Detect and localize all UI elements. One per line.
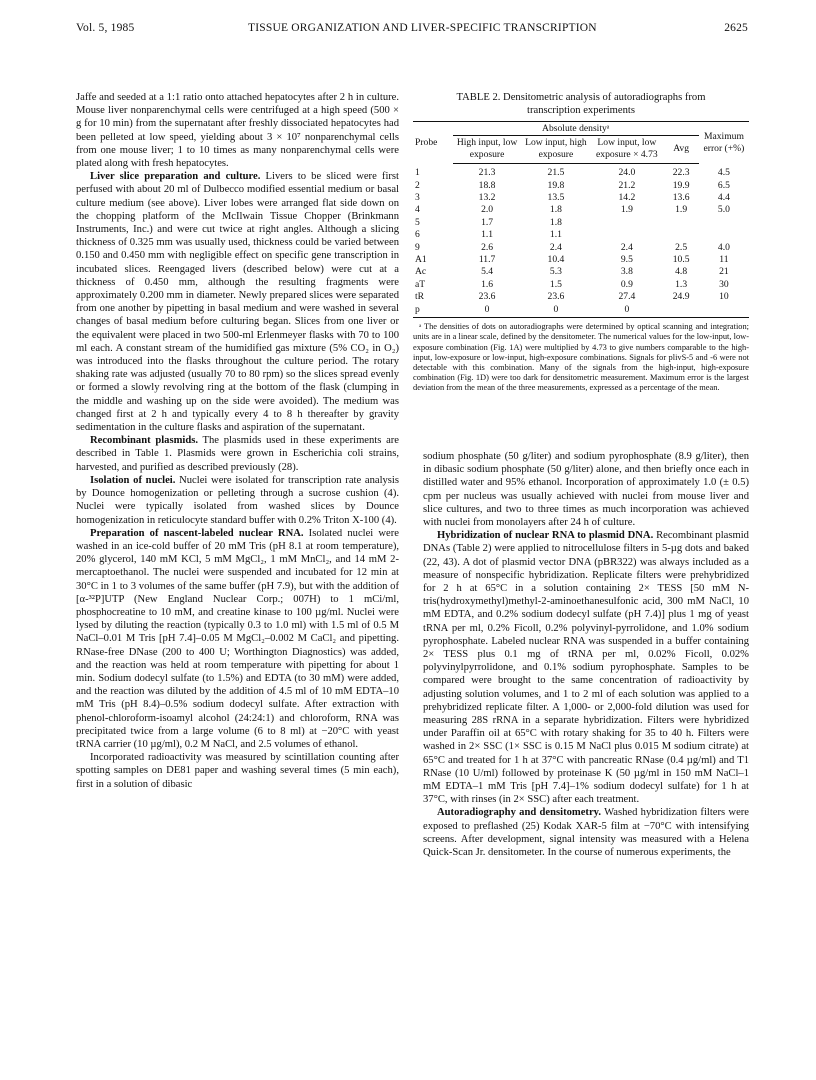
paragraph-radioactivity: Incorporated radioactivity was measured by scintillation counting after spotting samples on DE81 paper and washing several times (5 min each), first in a solution of dibasic [76, 752, 399, 790]
cell-max-error [699, 229, 749, 241]
cell-avg: 10.5 [672, 254, 690, 266]
cell-avg [663, 216, 698, 228]
cell-high-low: 1.7 [481, 216, 494, 228]
table-row [413, 164, 749, 179]
page-number: 2625 [724, 22, 748, 34]
cell-probe: A1 [415, 254, 427, 266]
cell-low-low: 27.4 [618, 291, 636, 303]
cell-high-low: 1.6 [481, 278, 494, 290]
cell-low-high: 1.5 [549, 278, 562, 290]
table-title-line: transcription experiments [527, 105, 635, 116]
cell-probe: 2 [415, 179, 420, 191]
column-header-probe: Probe [413, 122, 453, 164]
cell-probe: 5 [415, 216, 420, 228]
right-column [423, 450, 749, 859]
table-row [413, 254, 749, 266]
table-row [413, 241, 749, 253]
left-column [76, 91, 399, 791]
cell-low-low: 2.4 [620, 241, 633, 253]
cell-probe: p [413, 303, 453, 317]
paragraph-plasmids [76, 434, 399, 474]
section-heading: Liver slice preparation and culture. [90, 171, 261, 183]
cell-probe: 6 [415, 229, 420, 241]
densitometry-table [413, 121, 749, 318]
section-heading: Autoradiography and densitometry. [437, 807, 602, 819]
cell-low-high: 0 [522, 303, 591, 317]
paragraph-hybridization [423, 529, 749, 806]
table-row [413, 291, 749, 303]
paragraph-text: Recombinant plasmid DNAs (Table 2) were applied to nitrocellulose filters in 5-µg dots and baked (22, 43). A dot of plasmid vector DNA (pBR322) was always included as a measure of nonspecific hybridization. Replicate filters were prehybridized for 2 h at 65°C in a solution containing 2× TESS [50 mM N-tris(hydroxymethyl)methyl-2-aminoethanesulfonic acid, 300 mM NaCl, 10 mM EDTA, and 0.2% sodium dodecyl sulfate (pH 7.4)] plus 1 mg of yeast tRNA per ml, 0.2% Ficoll, 0.2% polyvinyl-pyrrolidone, and 1.0% sodium pyrophosphate. Labeled nuclear RNA was suspended in a buffer containing 2× TESS plus 0.1 mg of tRNA per ml, 0.02% Ficoll, 0.02% polyvinylpyrrolidone, and 0.1% sodium pyrophosphate. Samples to be compared were brought to the same concentration of radioactivity by adjusting solution volumes, and 1 to 2 ml of each solution was applied to a prehybridized replicate filter. A 1,000- or 2,000-fold dilution was used for measuring 28S rRNA in a separate hybridization. Filters were hybridized under Paraffin oil at 65°C with rotary shaking for 35 to 40 h. Filters were washed in 2× SSC (1× SSC is 0.15 M NaCl plus 0.015 M sodium citrate) at 65°C and treated for 1 h at 37°C with pancreatic RNase (0.4 µg/ml) and T1 RNase (10 U/ml) followed by proteinase K (50 µg/ml in 150 mM NaCl–1 mM EDTA–1 mM Tris [pH 7.4]–1% sodium dodecyl sulfate) for 1 h at 37°C, with rinses (in 2× SSC) after each treatment. [423, 530, 749, 806]
cell-max-error: 4.0 [717, 241, 730, 253]
cell-low-high: 1.8 [549, 204, 562, 216]
column-header-avg: Avg [663, 136, 698, 164]
table-2 [413, 91, 749, 394]
running-header [76, 22, 748, 40]
cell-low-low: 3.8 [620, 266, 633, 278]
cell-avg: 1.9 [675, 204, 688, 216]
table-row [413, 303, 749, 317]
cell-low-low: 0 [590, 303, 663, 317]
cell-low-high: 10.4 [547, 254, 565, 266]
cell-high-low: 0 [453, 303, 522, 317]
table-row [413, 204, 749, 216]
cell-max-error: 21 [719, 266, 729, 278]
cell-low-low: 9.5 [620, 254, 633, 266]
cell-low-high: 2.4 [549, 241, 562, 253]
cell-max-error: 11 [719, 254, 729, 266]
table-title-line: TABLE 2. Densitometric analysis of autoradiographs from [456, 92, 706, 103]
cell-low-low: 0.9 [620, 278, 633, 290]
paragraph-autoradiography [423, 806, 749, 859]
column-header-low-low: Low input, low exposure × 4.73 [590, 136, 663, 164]
paragraph-nascent-rna [76, 527, 399, 751]
cell-low-high: 19.8 [547, 179, 565, 191]
column-header-high-low: High input, low exposure [453, 136, 522, 164]
cell-probe: 4 [415, 204, 420, 216]
cell-high-low: 2.0 [481, 204, 494, 216]
cell-low-low: 1.9 [620, 204, 633, 216]
cell-avg: 24.9 [672, 291, 690, 303]
column-group-absolute-density: Absolute densityᵃ [453, 122, 699, 136]
cell-low-low: 14.2 [618, 192, 636, 204]
cell-low-high: 23.6 [547, 291, 565, 303]
cell-high-low: 1.1 [481, 229, 494, 241]
section-heading: Recombinant plasmids. [90, 435, 199, 447]
cell-avg: 22.3 [672, 167, 690, 179]
volume-label: Vol. 5, 1985 [76, 22, 135, 34]
paragraph-text: Isolated nuclei were washed in an ice-cold buffer of 20 mM Tris (pH 8.1 at room temperature), 20% glycerol, 140 mM KCl, 5 mM MgCl₂, 1 mM MnCl₂, and 14 mM 2-mercaptoethanol. The nuclei were suspended and incubated for 12 min at 30°C in 1 to 3 volumes of the same buffer (pH 7.9), but with the addition of [α-³²P]UTP (New England Nuclear Corp.; 007H) to 1 mCi/ml, phosphocreatine to 10 mM, and creatine kinase to 100 µg/ml. Nuclei were lysed by diluting the reaction (typically 0.3 to 1.0 ml) with 1.5 ml of 0.5 M NaCl–0.01 M Tris [pH 7.4]–0.05 M MgCl₂–0.002 M CaCl₂ and pipetting. RNase-free DNase (200 to 400 U; Worthington Diagnostics) was added, and the reaction was held at room temperature with pipetting for about 1 min. Sodium dodecyl sulfate (to 1.5%) and EDTA (to 30 mM) were added, and the reaction was diluted by the addition of 4.5 ml of 10 mM EDTA–10 mM Tris (pH 8.4)–0.5% sodium dodecyl sulfate. After extraction with phenol-chloroform-isoamyl alcohol (24:24:1) and chloroform, RNA was precipitated twice from a large volume (6 to 8 ml) at −20°C with yeast tRNA carrier (10 µg/ml), 0.2 M NaCl, and 2.5 volumes of ethanol. [76, 527, 399, 750]
column-header-max-error: Maximum error (+%) [699, 122, 749, 164]
table-row [413, 229, 749, 241]
cell-avg: 4.8 [675, 266, 688, 278]
cell-low-low: 21.2 [618, 179, 636, 191]
table-title [413, 91, 749, 117]
column-header-low-high: Low input, high exposure [522, 136, 591, 164]
paragraph-text: Washed hybridization filters were exposed to preflashed (25) Kodak XAR-5 film at −70°C with intensifying screens. After development, signal intensity was measured with a Helena Quick-Scan Jr. densitometer. In the course of numerous experiments, the [423, 807, 749, 859]
cell-avg [663, 303, 698, 317]
cell-high-low: 5.4 [481, 266, 494, 278]
section-heading: Isolation of nuclei. [90, 474, 176, 486]
cell-avg: 13.6 [672, 192, 690, 204]
table-row [413, 278, 749, 290]
paragraph-text: Nuclei were isolated for transcription rate analysis by Dounce homogenization or pelleting through a sucrose cushion (4). Nuclei were typically isolated from washed slices by Dounce homogenization in reticulocyte standard buffer with 0.2% Triton X-100 (4). [76, 474, 399, 526]
cell-max-error: 6.5 [717, 179, 730, 191]
cell-max-error [699, 303, 749, 317]
cell-low-high: 13.5 [547, 192, 565, 204]
cell-avg: 1.3 [675, 278, 688, 290]
cell-low-high: 5.3 [549, 266, 562, 278]
cell-high-low: 21.3 [478, 167, 496, 179]
cell-low-low [590, 229, 663, 241]
cell-max-error: 5.0 [717, 204, 730, 216]
cell-low-low: 24.0 [618, 167, 636, 179]
cell-probe: tR [415, 291, 425, 303]
cell-max-error: 4.5 [717, 166, 730, 178]
table-row [413, 179, 749, 191]
paragraph-cell-seeding: Jaffe and seeded at a 1:1 ratio onto attached hepatocytes after 2 h in culture. Mouse liver nonparenchymal cells were centrifuged at a high speed (500 × g for 10 min) from the supernatant after freshly dissociated hepatocytes had been pelleted at low speed, yielding about 3 × 10⁷ nonparenchymal cells from one mouse liver; 1 to 10 times as many nonparenchymal cells were plated along with fresh hepatocytes. [76, 92, 399, 170]
cell-probe: Ac [415, 266, 427, 278]
running-title: TISSUE ORGANIZATION AND LIVER-SPECIFIC TRANSCRIPTION [248, 22, 597, 34]
cell-low-low [590, 216, 663, 228]
paragraph-text: The plasmids used in these experiments are described in Table 1. Plasmids were grown in Escherichia coli strains, harvested, and purified as described previously (28). [76, 435, 400, 473]
table-row [413, 192, 749, 204]
cell-low-high: 1.8 [549, 216, 562, 228]
cell-high-low: 23.6 [478, 291, 496, 303]
cell-max-error: 30 [719, 278, 729, 290]
section-heading: Preparation of nascent-labeled nuclear RNA. [90, 527, 304, 539]
cell-max-error: 4.4 [717, 192, 730, 204]
paragraph-washing: sodium phosphate (50 g/liter) and sodium pyrophosphate (8.9 g/liter), then in dibasic sodium phosphate (50 g/liter) alone, and then briefly once each in distilled water and 95% ethanol. Incorporation of approximately 1.0 (± 0.5) cpm per nucleus was usually achieved with nuclei from mouse liver and slice cultures, and two to three times as much incorporation was achieved with nuclei from monolayers after 24 h of culture. [423, 451, 749, 529]
cell-probe: 9 [415, 241, 420, 253]
cell-high-low: 2.6 [481, 241, 494, 253]
section-heading: Hybridization of nuclear RNA to plasmid DNA. [437, 530, 654, 542]
table-row [413, 216, 749, 228]
cell-avg: 2.5 [675, 241, 688, 253]
paragraph-text: Livers to be sliced were first perfused with about 20 ml of Dulbecco modified essential medium or basal culture medium (see above). Liver lobes were arranged flat side down on the chopping platform of the McIlwain Tissue Chopper (Brinkmann Instruments, Inc.) and were cut twice at right angles. Although a slicing thickness of 0.325 mm was usually used, thickness could be varied between 0.150 and 0.450 mm with negligible effect on specific gene transcription in incubated slices. Reengaged livers (described below) were cut at a thickness of 0.450 mm, although the resulting fragments were approximately 0.200 mm in diameter. Newly prepared slices were separated from one another by pipetting in basal medium and were washed in several changes of basal medium before culturing began. Slices from one liver or the equivalent were placed in two 500-ml Erlenmeyer flasks with 70 to 100 ml each. A constant stream of the humidified gas mixture (5% CO₂ in O₂) was introduced into the flasks throughout the culture period. The rotary shaking rate was adjusted (usually 70 to 80 rpm) so the slices spread evenly or formed a slowly revolving ring at the bottom of the flask (clumping in the middle and washing up on the side were avoided). The medium was changed first at 2 h and typically every 4 to 8 h thereafter by gravity sedimentation in the culture flasks and aspiration of the supernatant. [76, 171, 399, 434]
cell-probe: 1 [415, 166, 420, 178]
paragraph-liver-slice [76, 170, 399, 434]
cell-max-error: 10 [719, 291, 729, 303]
cell-high-low: 11.7 [478, 254, 496, 266]
cell-probe: aT [415, 278, 426, 290]
cell-avg [663, 229, 698, 241]
cell-low-high: 21.5 [547, 167, 565, 179]
cell-high-low: 18.8 [478, 179, 496, 191]
cell-high-low: 13.2 [478, 192, 496, 204]
paragraph-nuclei [76, 474, 399, 527]
cell-probe: 3 [415, 192, 420, 204]
cell-low-high: 1.1 [549, 229, 562, 241]
cell-max-error [699, 216, 749, 228]
table-row [413, 266, 749, 278]
cell-avg: 19.9 [672, 179, 690, 191]
table-footnote: ᵃ The densities of dots on autoradiographs were determined by optical scanning and integration; units are in a linear scale, defined by the densitometer. The numerical values for the low-input, low-exposure combination (Fig. 1A) were multiplied by 4.73 to give numbers comparable to the high-input, low-exposure or low-input, high-exposure combinations. Signals for plivS-5 and -6 were not detectable with this combination. Many of the signals from the high-input, high-exposure combination (Fig. 1D) were too dark for densitometric measurement. Maximum error is the largest deviation from the mean of the three measurements, expressed as a percentage of the mean. [413, 322, 749, 393]
